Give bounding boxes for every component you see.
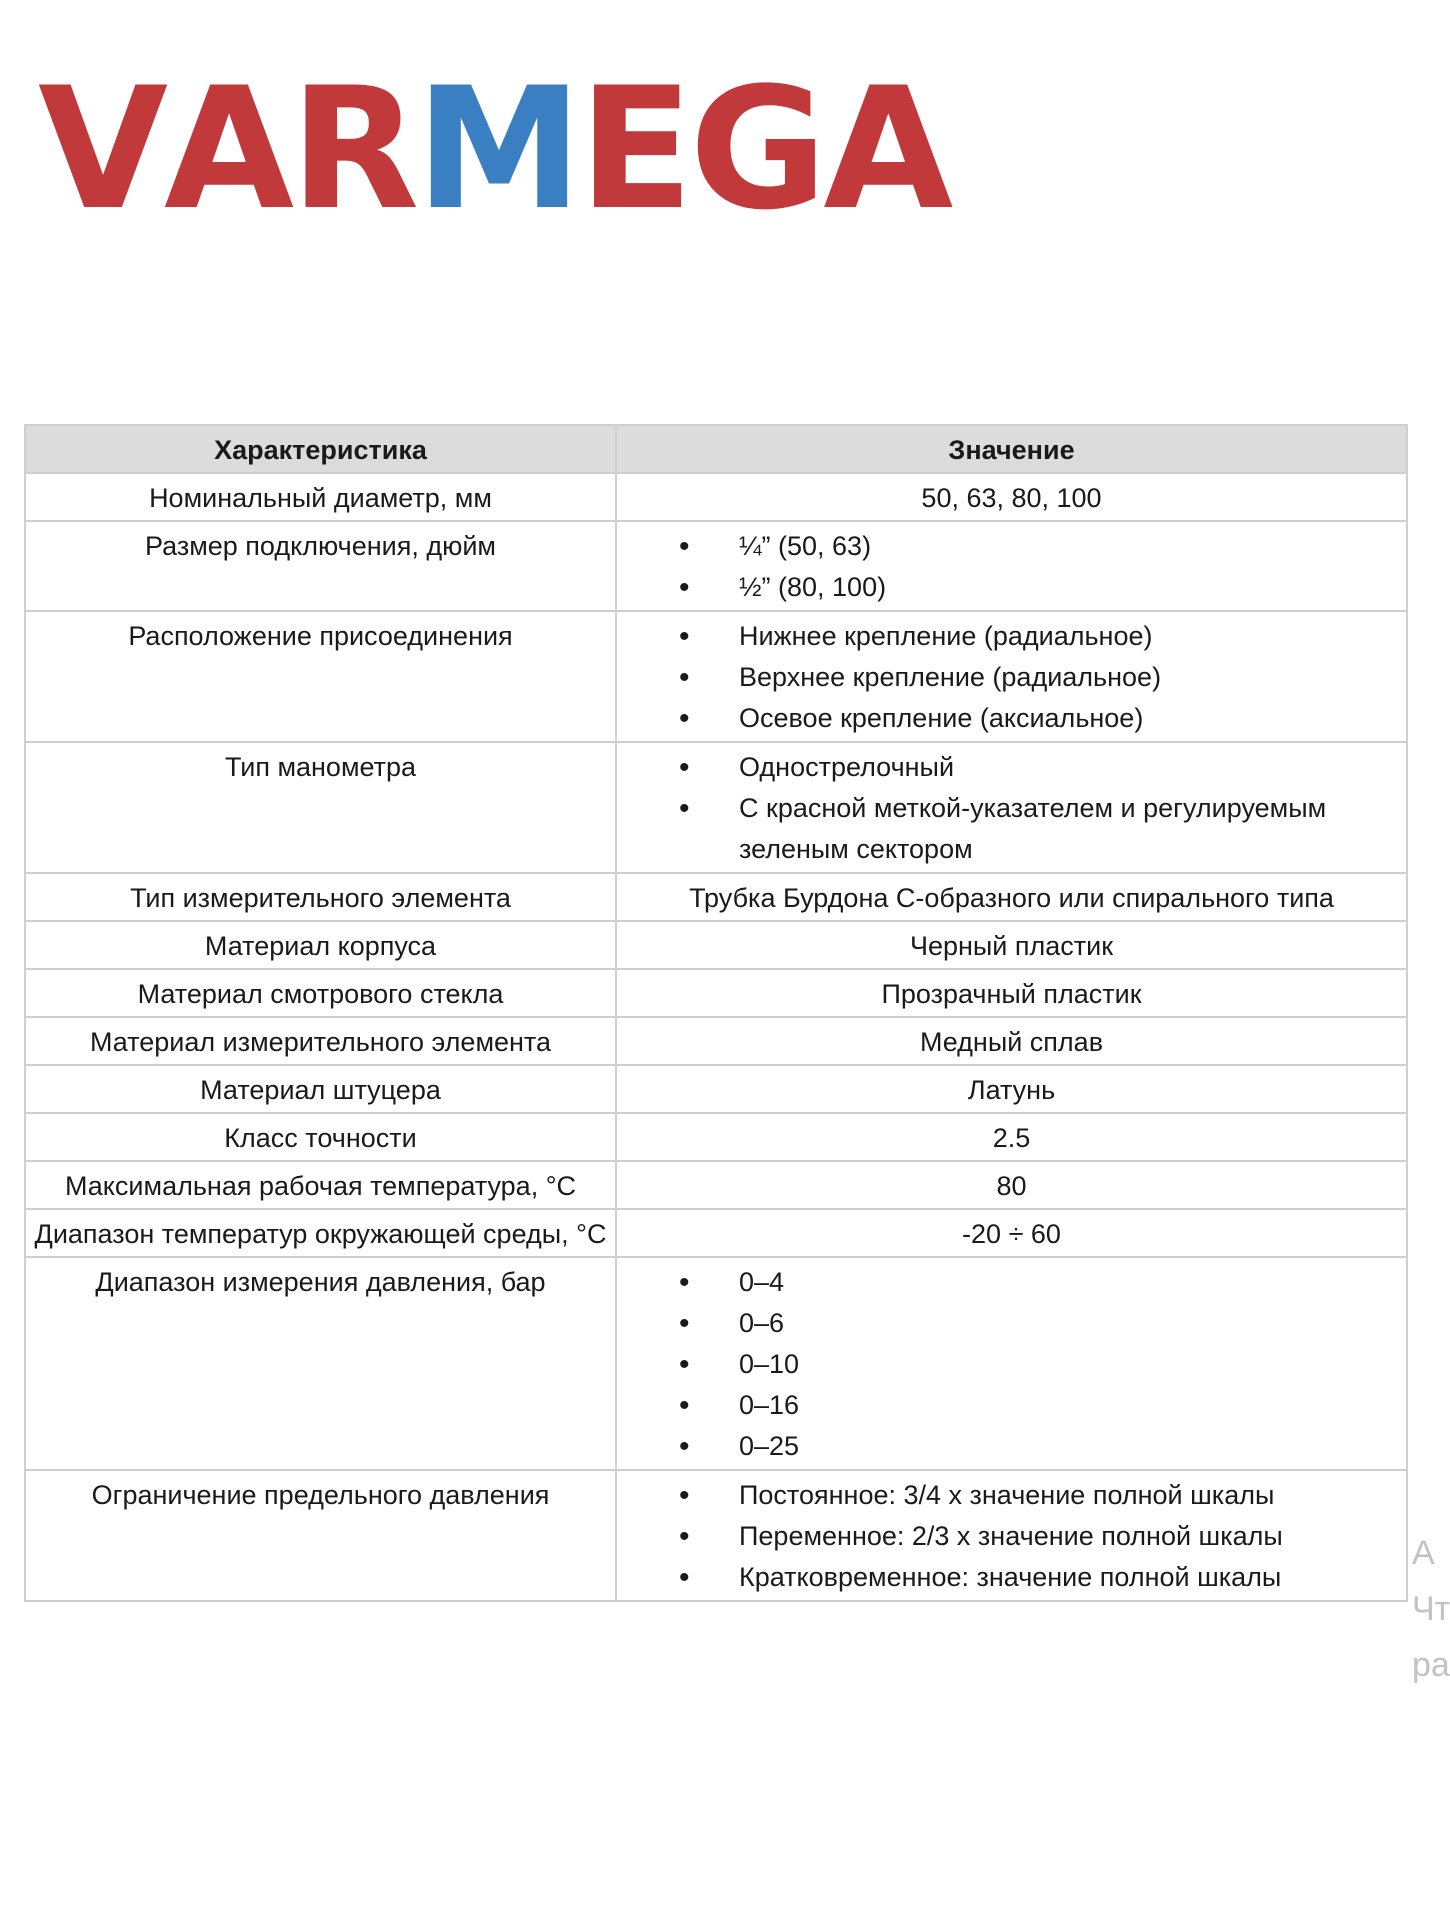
value-cell: Трубка Бурдона С-образного или спирального типа [616,873,1407,921]
value-list-item: • С красной меткой-указателем и регулируемым зеленым сектором [617,788,1398,870]
specifications-table [24,424,1408,1602]
value-cell: Черный пластик [616,921,1407,969]
value-list-item: • 0–4 [617,1262,1398,1303]
table-row [25,1065,1407,1113]
table-row [25,742,1407,873]
value-bullet-list [617,747,1398,870]
side-hint-line: А [1412,1534,1435,1572]
table-row [25,1470,1407,1601]
table-row [25,1257,1407,1470]
value-bullet-list [617,1475,1398,1598]
characteristic-cell: Материал измерительного элемента [25,1017,616,1065]
logo-letter: V [38,51,165,247]
logo-letter: A [823,51,950,247]
value-cell: Латунь [616,1065,1407,1113]
table-row [25,1209,1407,1257]
logo-letter: E [578,51,690,247]
value-list-item: • Осевое крепление (аксиальное) [617,698,1398,739]
value-list-item: • Нижнее крепление (радиальное) [617,616,1398,657]
logo-letter: R [290,51,416,247]
value-cell: 2.5 [616,1113,1407,1161]
value-cell: Медный сплав [616,1017,1407,1065]
value-list-item: • Постоянное: 3/4 х значение полной шкалы [617,1475,1398,1516]
value-list-item: • Однострелочный [617,747,1398,788]
side-hint-line: Чт [1412,1590,1450,1628]
characteristic-cell: Материал штуцера [25,1065,616,1113]
logo-letter: G [689,51,824,247]
side-hint-line: ра [1412,1646,1450,1684]
table-row [25,969,1407,1017]
value-list-item: • 0–10 [617,1344,1398,1385]
characteristic-cell: Максимальная рабочая температура, °C [25,1161,616,1209]
value-cell: 50, 63, 80, 100 [616,473,1407,521]
characteristic-cell: Материал корпуса [25,921,616,969]
characteristic-cell: Тип манометра [25,742,616,873]
characteristic-cell: Диапазон измерения давления, бар [25,1257,616,1470]
characteristic-cell: Ограничение предельного давления [25,1470,616,1601]
characteristic-cell: Диапазон температур окружающей среды, °C [25,1209,616,1257]
logo-letter: A [164,51,291,247]
characteristic-cell: Номинальный диаметр, мм [25,473,616,521]
value-list-item: • 0–6 [617,1303,1398,1344]
value-cell [616,1470,1407,1601]
value-list-item: • Переменное: 2/3 х значение полной шкалы [617,1516,1398,1557]
characteristic-cell: Расположение присоединения [25,611,616,742]
value-list-item: • ¼” (50, 63) [617,526,1398,567]
value-list-item: • ½” (80, 100) [617,567,1398,608]
value-cell [616,1257,1407,1470]
value-list-item: • Верхнее крепление (радиальное) [617,657,1398,698]
characteristic-cell: Тип измерительного элемента [25,873,616,921]
value-list-item: • Кратковременное: значение полной шкалы [617,1557,1398,1598]
characteristic-cell: Материал смотрового стекла [25,969,616,1017]
varmega-logo [38,51,950,247]
characteristic-cell: Размер подключения, дюйм [25,521,616,611]
characteristic-cell: Класс точности [25,1113,616,1161]
value-bullet-list [617,526,1398,608]
value-bullet-list [617,616,1398,739]
header-characteristic: Характеристика [25,425,616,473]
value-cell [616,742,1407,873]
value-cell: Прозрачный пластик [616,969,1407,1017]
table-row [25,473,1407,521]
side-hint-text [1412,1525,1450,1693]
value-cell [616,611,1407,742]
table-row [25,873,1407,921]
table-header-row [25,425,1407,473]
value-cell [616,521,1407,611]
table-row [25,611,1407,742]
logo-letter: M [415,51,579,247]
table-row [25,1017,1407,1065]
table-body [25,473,1407,1601]
value-cell: -20 ÷ 60 [616,1209,1407,1257]
value-list-item: • 0–16 [617,1385,1398,1426]
table-row [25,1113,1407,1161]
table-row [25,1161,1407,1209]
value-cell: 80 [616,1161,1407,1209]
value-list-item: • 0–25 [617,1426,1398,1467]
table-row [25,921,1407,969]
value-bullet-list [617,1262,1398,1467]
table-row [25,521,1407,611]
header-value: Значение [616,425,1407,473]
